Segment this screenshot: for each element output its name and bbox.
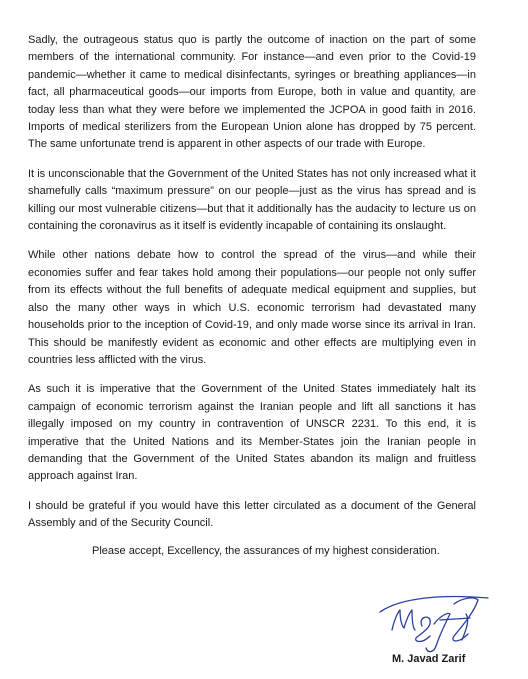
signer-name: M. Javad Zarif: [392, 653, 466, 665]
letter-paragraph-1: Sadly, the outrageous status quo is partly the outcome of inaction on the part of some members of the international community. For instance—and even prior to the Covid-19 pandemic—whether it came to medical disinfectants, syringes or breathing appliances—in fact, all pharmaceutical goods—our imports from Europe, both in value and quantity, are today less than what they were before we implemented the JCPOA in good faith in 2016. Imports of medical sterilizers from the European Union alone has dropped by 75 percent. The same unfortunate trend is apparent in other aspects of our trade with Europe.: [28, 34, 476, 151]
letter-paragraph-2: It is unconscionable that the Government of the United States has not only increased what it shamefully calls “maximum pressure” on our people—just as the virus has spread and is killing our most vulnerable citizens—but that it additionally has the audacity to lecture us on containing the coronavirus as it itself is evidently incapable of containing its onslaught.: [28, 167, 476, 233]
handwritten-signature: [370, 590, 500, 660]
closing-line: Please accept, Excellency, the assurances of my highest consideration.: [92, 544, 440, 557]
letter-paragraph-3: While other nations debate how to control the spread of the virus—and while their economies suffer and fear takes hold among their populations—our people not only suffer from its effects without the full benefits of adequate medical equipment and supplies, but also the many other ways in which U.S. economic terrorism had devastated many households prior to the inception of Covid-19, and only made worse since its arrival in Iran. This should be manifestly evident as economic and other effects are multiplying even in countries less afflicted with the virus.: [28, 249, 476, 366]
letter-paragraph-5: I should be grateful if you would have this letter circulated as a document of the General Assembly and of the Security Council.: [28, 499, 476, 530]
signature-drawing: [370, 590, 500, 660]
letter-paragraph-4: As such it is imperative that the Government of the United States immediately halt its campaign of economic terrorism against the Iranian people and lift all sanctions it has illegally imposed on my country in contravention of UNSCR 2231. To this end, it is imperative that the United Nations and its Member-States join the Iranian people in demanding that the Government of the United States abandon its malign and fruitless approach against Iran.: [28, 383, 476, 483]
